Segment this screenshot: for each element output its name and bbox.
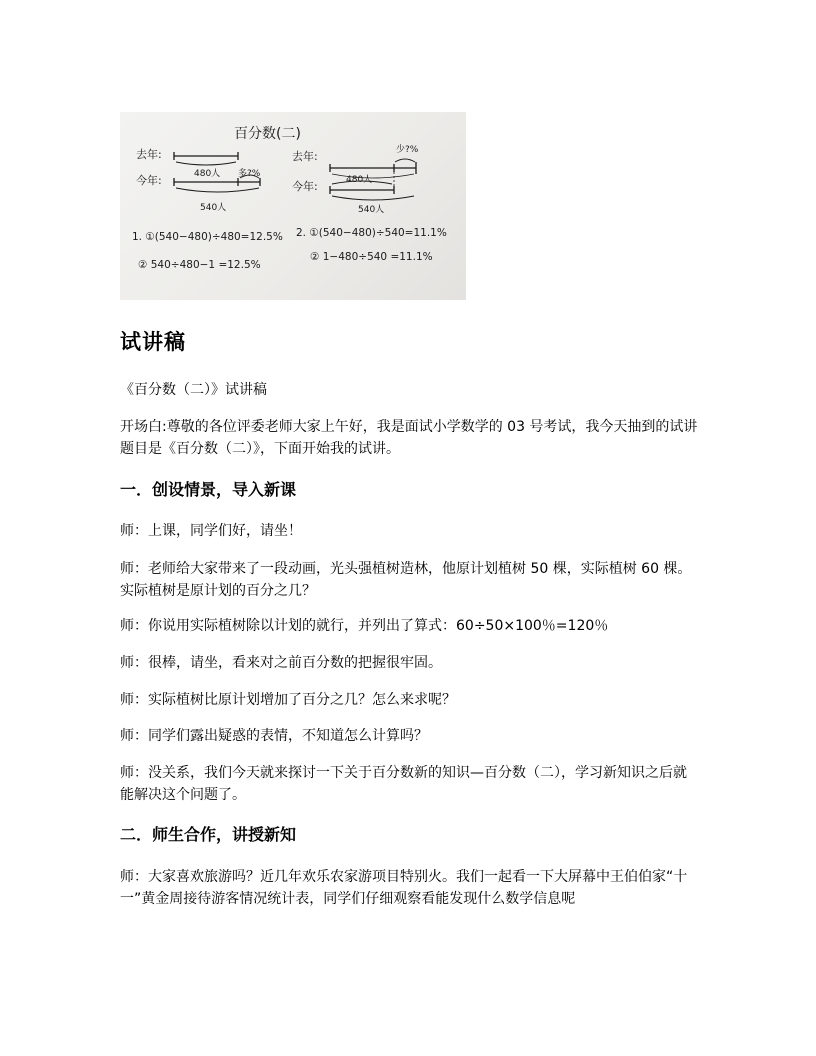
right-this-year-label: 今年: <box>292 180 318 193</box>
right-formula-1: 2. ①(540−480)÷540=11.1% <box>296 227 447 239</box>
right-formula-2: ② 1−480÷540 =11.1% <box>310 251 433 263</box>
handwritten-notes-drawing <box>120 112 466 300</box>
document-subtitle: 《百分数（二）》试讲稿 <box>120 382 267 398</box>
left-formula-2: ② 540÷480−1 =12.5% <box>138 259 261 271</box>
right-last-year-label: 去年: <box>292 150 318 163</box>
section-1-paragraph-7: 师：没关系，我们今天就来探讨一下关于百分数新的知识—百分数（二），学习新知识之后就能解决这个问题了。 <box>120 765 687 803</box>
left-last-year-label: 去年: <box>136 148 162 161</box>
section-1-paragraph-6: 师：同学们露出疑惑的表情，不知道怎么计算吗？ <box>120 728 428 744</box>
section-1-heading: 一．创设情景，导入新课 <box>120 480 297 499</box>
right-count-480: 480人 <box>346 175 373 185</box>
right-count-540: 540人 <box>358 205 385 215</box>
left-count-480: 480人 <box>194 169 221 179</box>
section-1-paragraph-2: 师：老师给大家带来了一段动画，光头强植树造林，他原计划植树 50 棵，实际植树 60 棵。实际植树是原计划的百分之几？ <box>120 561 692 599</box>
photo-header: 百分数(二) <box>234 126 301 142</box>
document-title: 试讲稿 <box>120 330 186 354</box>
left-count-540: 540人 <box>200 203 227 213</box>
opening-paragraph: 开场白:尊敬的各位评委老师大家上午好，我是面试小学数学的 03 号考试，我今天抽到的试讲题目是《百分数（二）》，下面开始我的试讲。 <box>120 419 698 457</box>
section-1-paragraph-3: 师：你说用实际植树除以计划的就行，并列出了算式：60÷50×100％=120％ <box>120 618 609 634</box>
right-less-percent: 少?% <box>396 145 419 155</box>
section-2-paragraph-1: 师：大家喜欢旅游吗？近几年欢乐农家游项目特别火。我们一起看一下大屏幕中王伯伯家“十一”黄金周接待游客情况统计表，同学们仔细观察看能发现什么数学信息呢 <box>120 869 688 907</box>
handwritten-notes-photo <box>120 112 466 300</box>
section-1-paragraph-5: 师：实际植树比原计划增加了百分之几？怎么来求呢？ <box>120 692 456 708</box>
section-1-paragraph-4: 师：很棒，请坐，看来对之前百分数的把握很牢固。 <box>120 655 442 671</box>
section-2-heading: 二．师生合作，讲授新知 <box>120 825 297 844</box>
left-formula-1: 1. ①(540−480)÷480=12.5% <box>132 231 283 243</box>
left-more-percent: 多?% <box>238 169 261 179</box>
section-1-paragraph-1: 师：上课，同学们好，请坐！ <box>120 523 302 539</box>
left-this-year-label: 今年: <box>136 174 162 187</box>
